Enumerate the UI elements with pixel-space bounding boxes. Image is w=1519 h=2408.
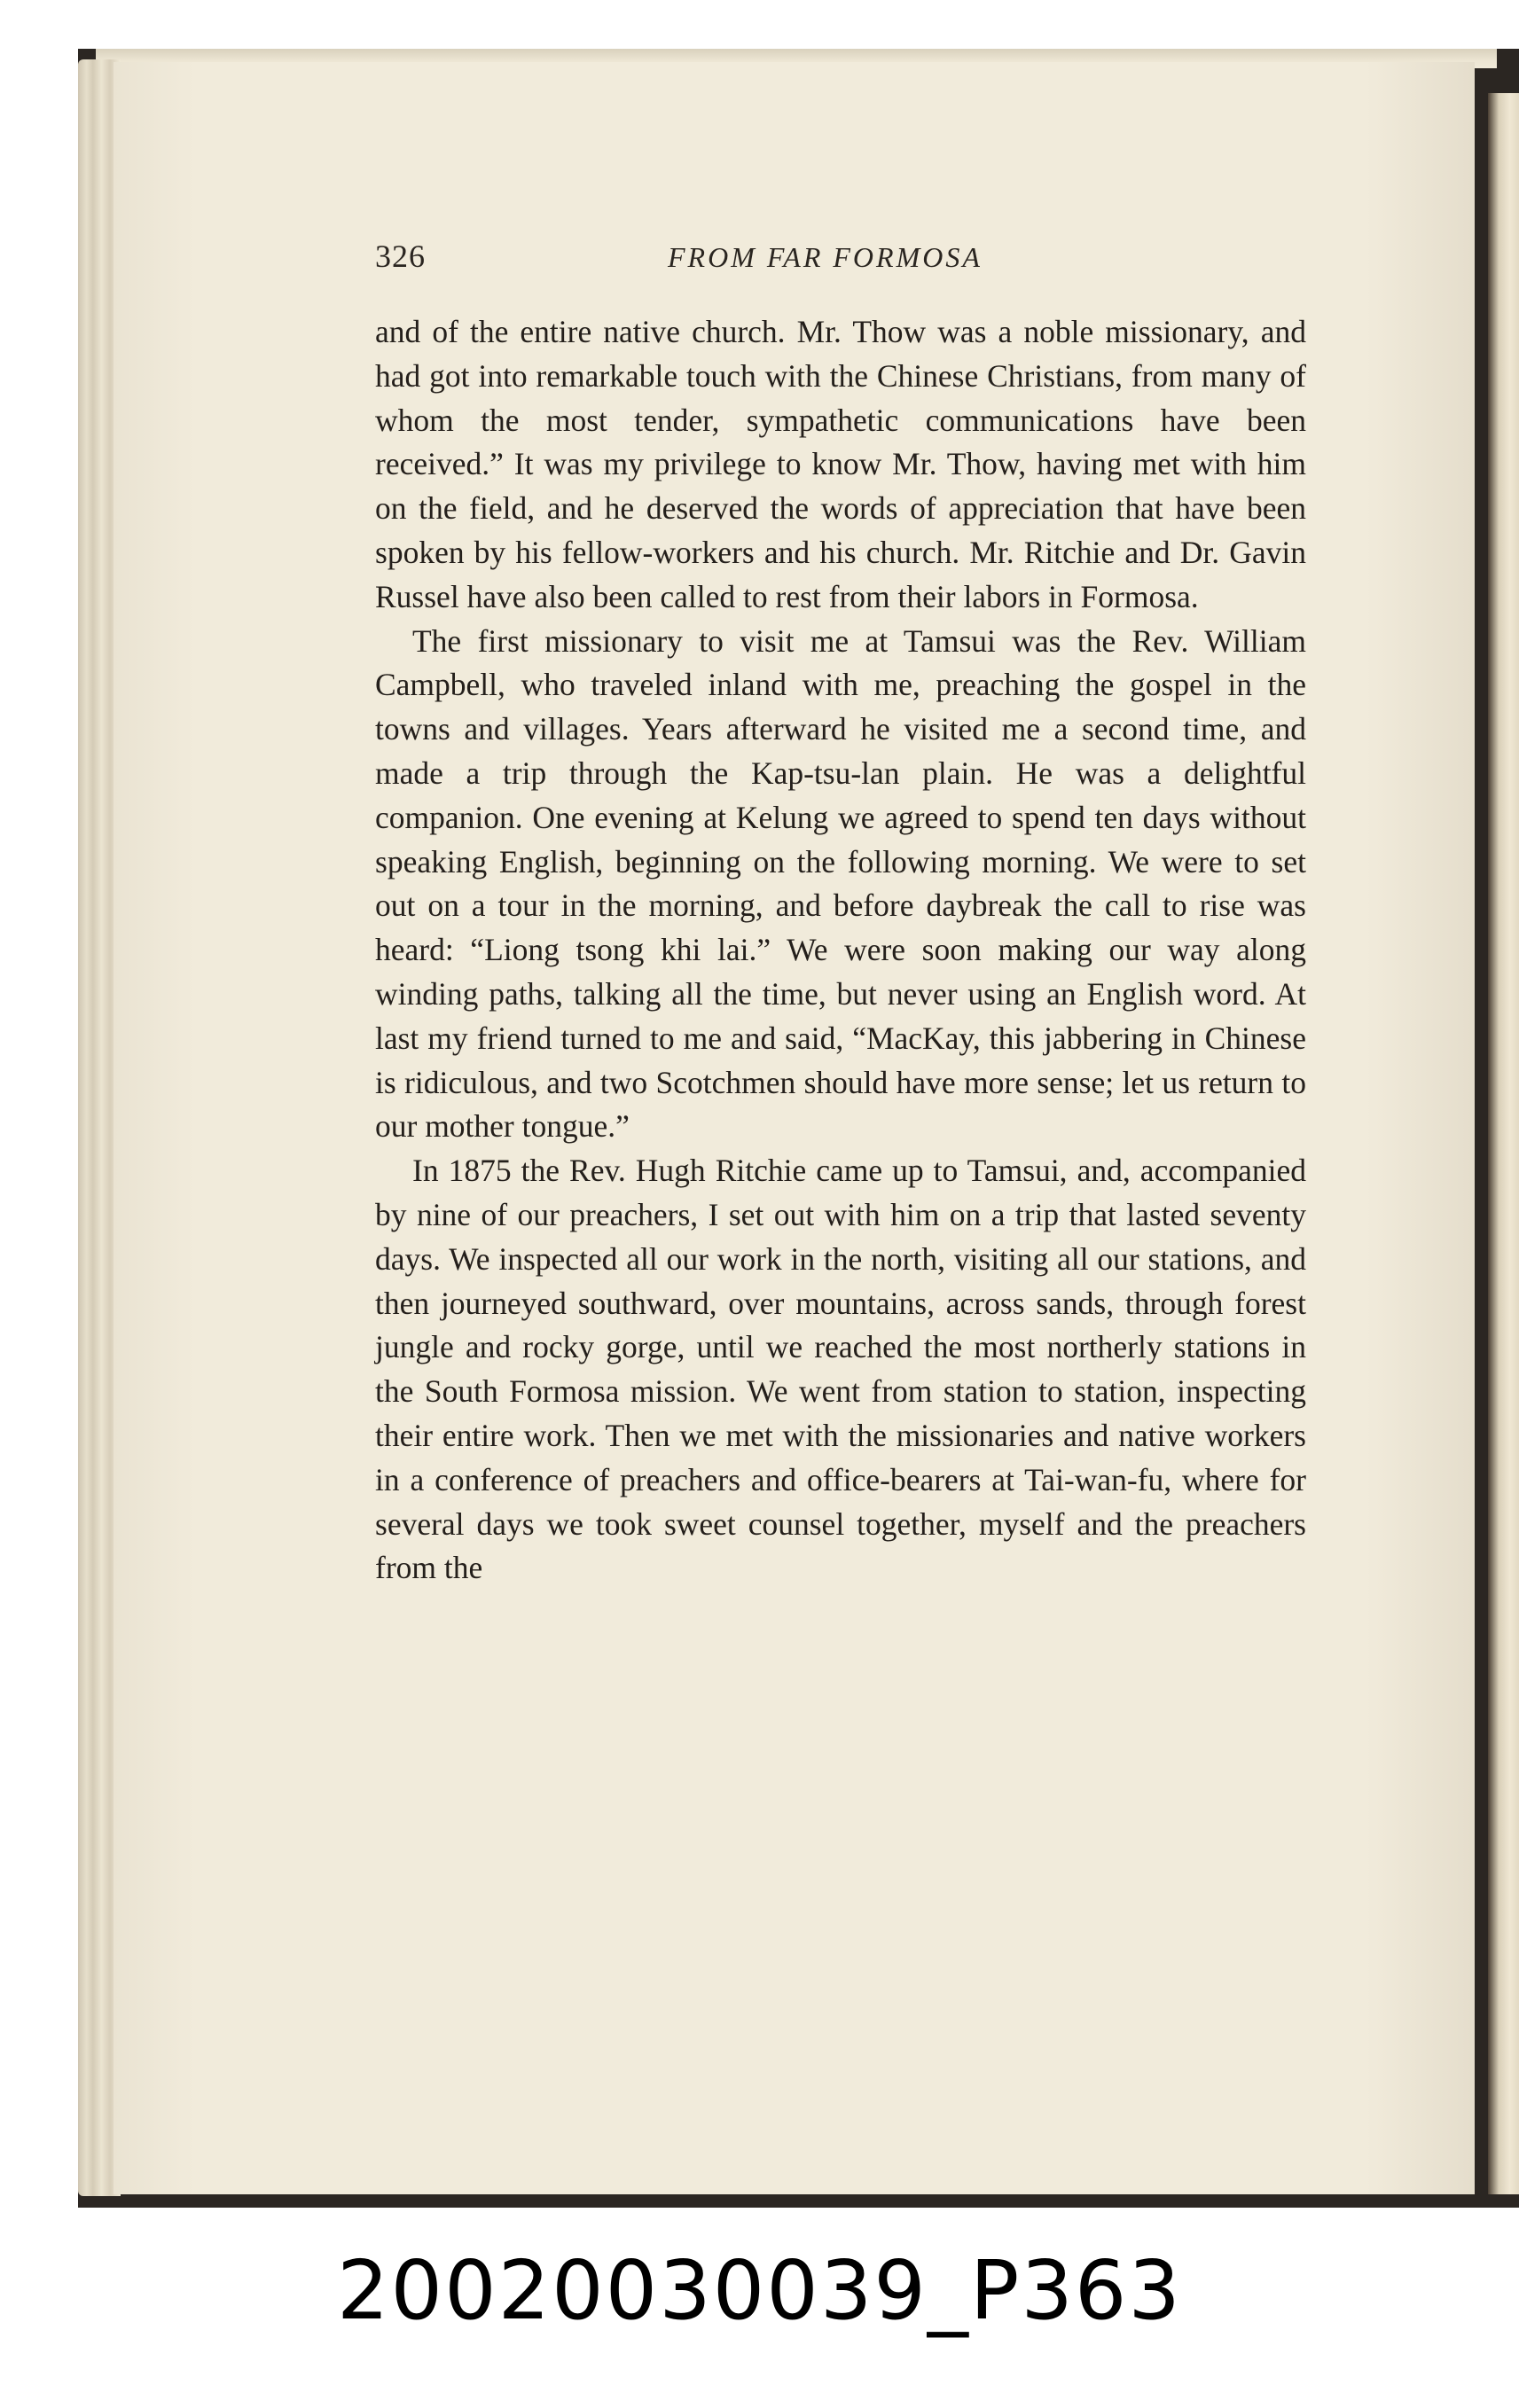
running-title: FROM FAR FORMOSA [668, 241, 983, 273]
body-text [375, 310, 1306, 1591]
paragraph: The first missionary to visit me at Tamsui was the Rev. William Campbell, who traveled inland with me, preaching the gospel in the towns and villages. Years afterward he visited me a second time, and made a trip through the Kap-tsu-lan plain. He was a delightful companion. One evening at Kelung we agreed to spend ten days without speaking English, beginning on the following morning. We were to set out on a tour in the morning, and before daybreak the call to rise was heard: “Liong tsong khi lai.” We were soon making our way along winding paths, talking all the time, but never using an English word. At last my friend turned to me and said, “MacKay, this jabbering in Chinese is ridiculous, and two Scotchmen should have more sense; let us return to our mother tongue.” [375, 622, 1306, 1145]
running-head [375, 238, 1311, 282]
paragraph: In 1875 the Rev. Hugh Ritchie came up to Tamsui, and, accompanied by nine of our preachers, I set out with him on a trip that lasted seventy days. We inspected all our work in the north, visiting all our stations, and then journeyed southward, over mountains, across sands, through forest jungle and rocky gorge, until we reached the most northerly stations in the South Formosa mission. We went from station to station, inspecting their entire work. Then we met with the missionaries and native workers in a conference of preachers and office-bearers at Tai-wan-fu, where for several days we took sweet counsel together, myself and the preachers from the [375, 1153, 1306, 1586]
catalog-id-label: 20020030039_P363 [337, 2243, 1182, 2338]
next-page-edge [1488, 93, 1519, 2194]
paragraph: and of the entire native church. Mr. Thow was a noble missionary, and had got into remarkable touch with the Chinese Christians, from many of whom the most tender, sympathetic communications have been received.” It was my privilege to know Mr. Thow, having met with him on the field, and he deserved the words of appreciation that have been spoken by his fellow-workers and his church. Mr. Ritchie and Dr. Gavin Russel have also been called to rest from their labors in Formosa. [375, 314, 1306, 614]
page-number: 326 [375, 238, 426, 274]
